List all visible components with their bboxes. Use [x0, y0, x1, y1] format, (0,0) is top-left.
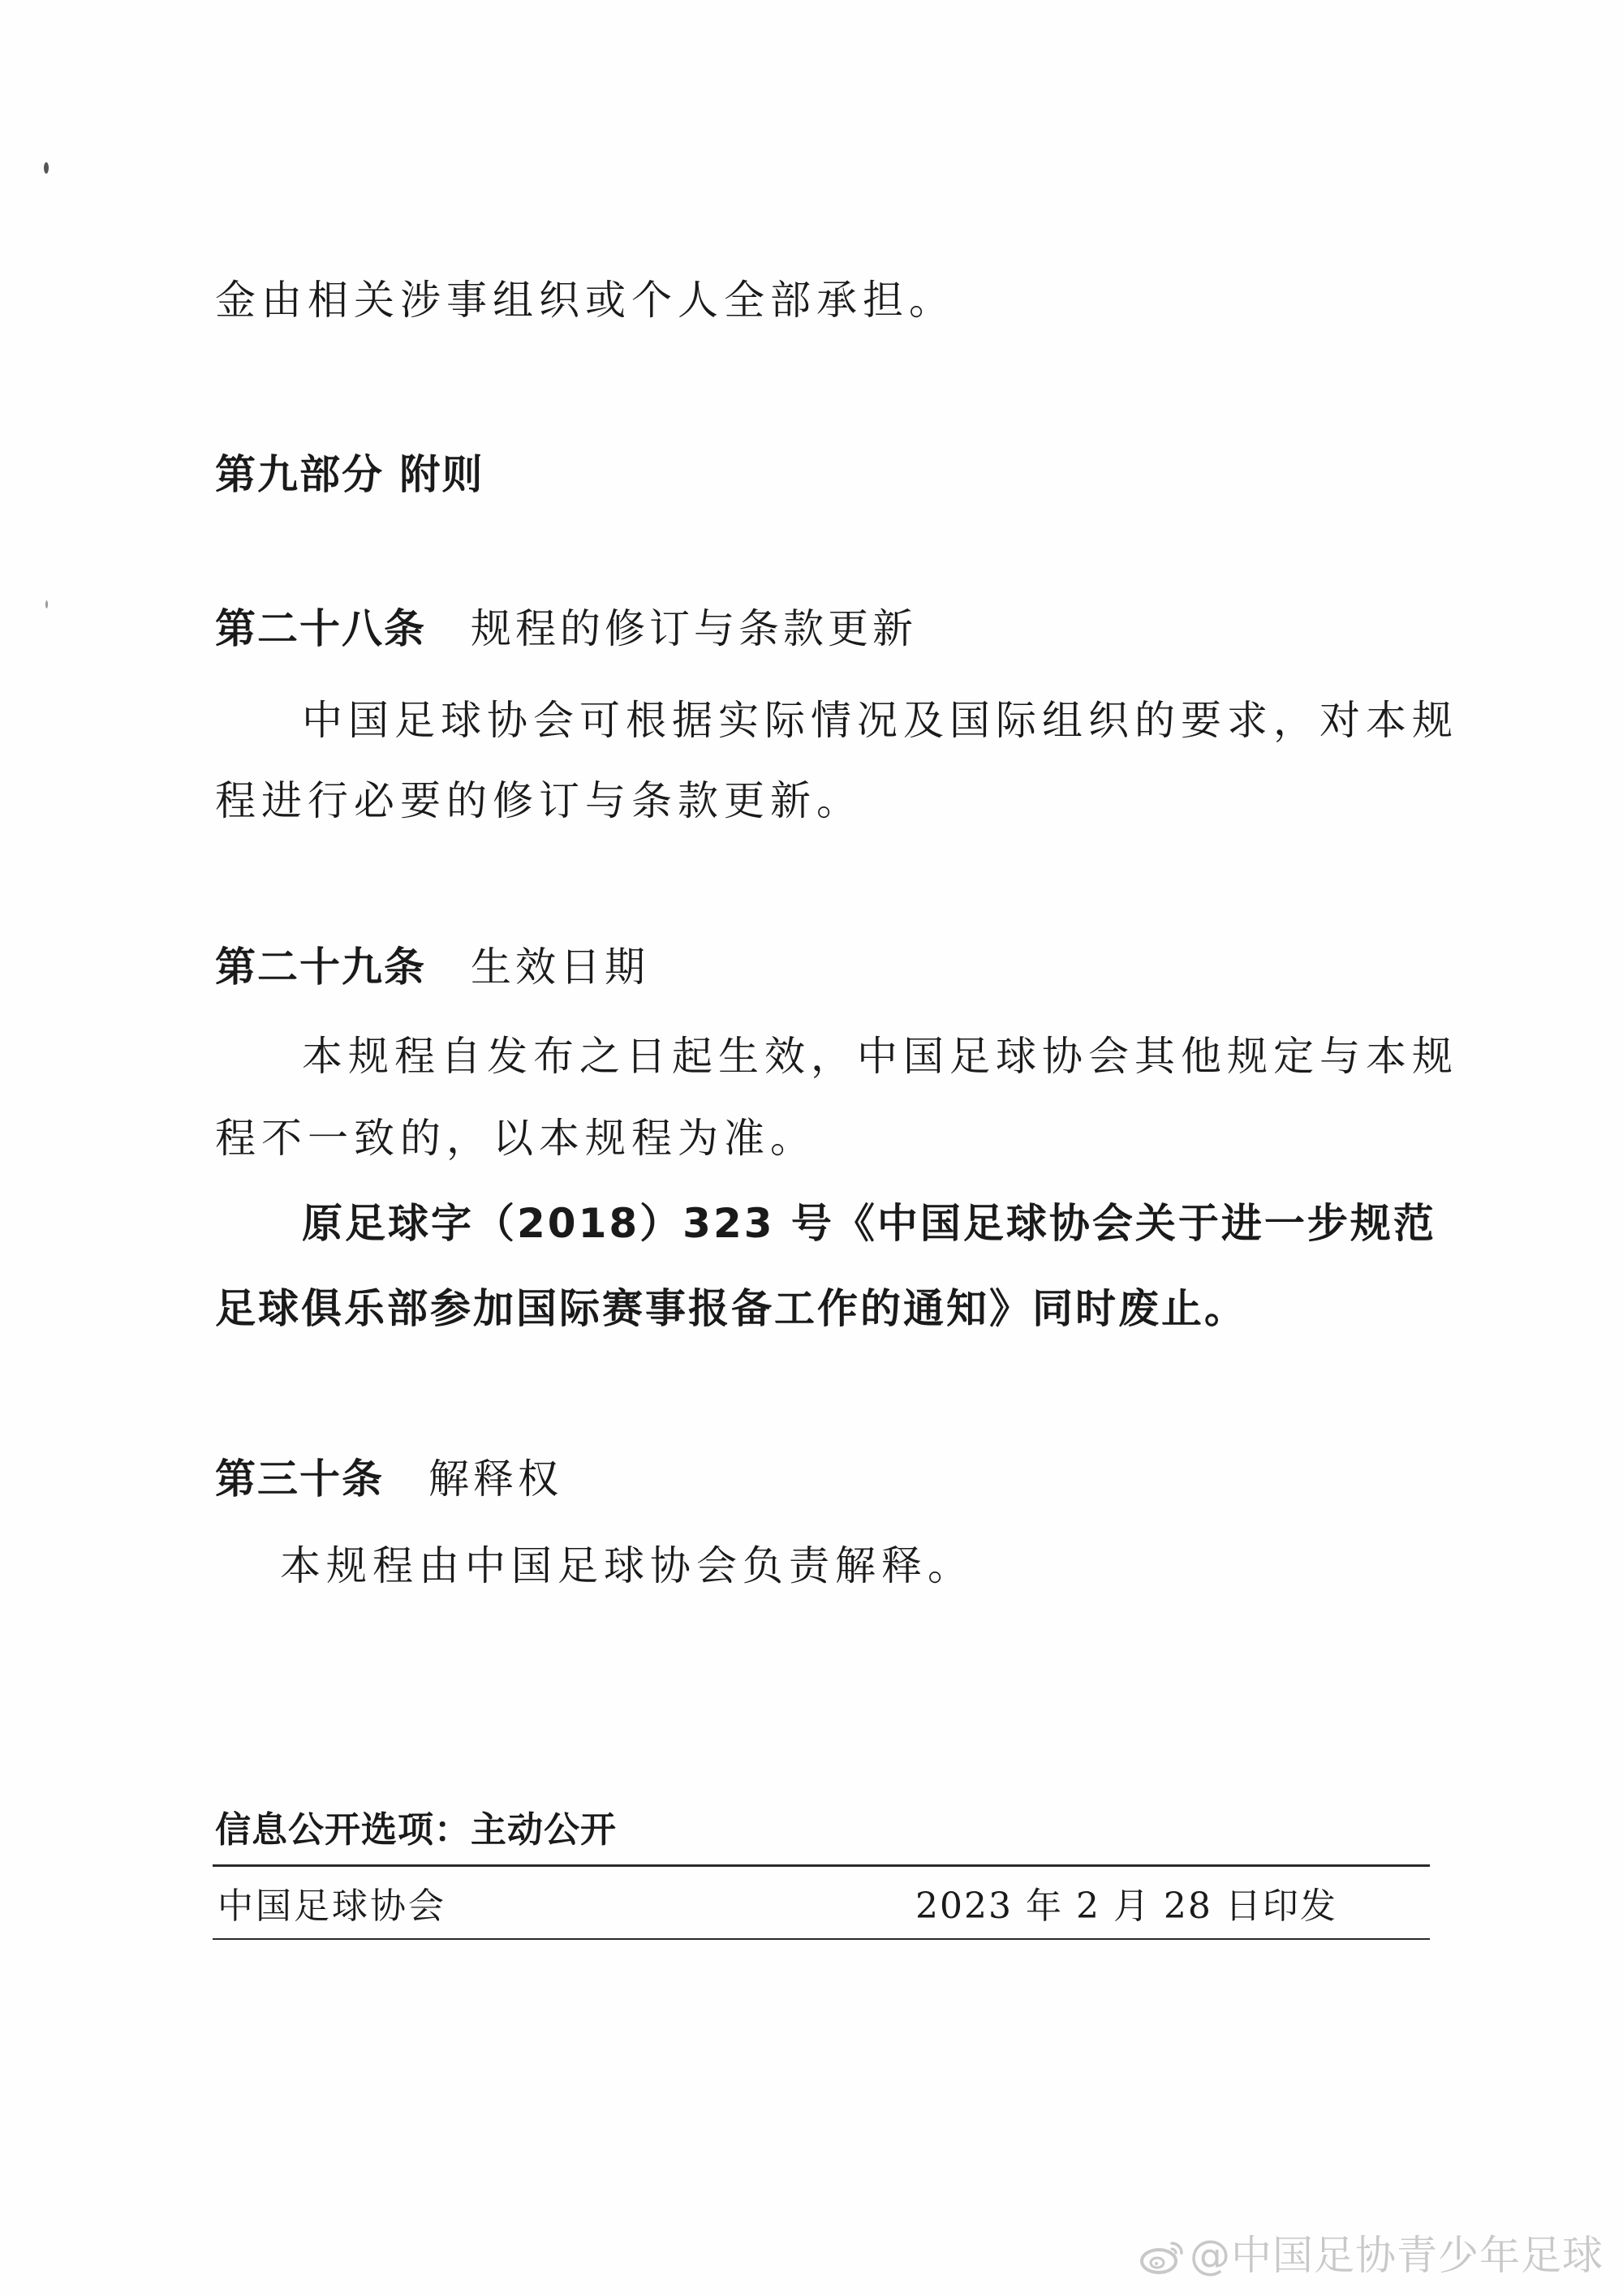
article-30-subject: 解释权: [428, 1455, 562, 1503]
article-28-para-line2: 程进行必要的修订与条款更新。: [215, 777, 863, 824]
issuer-name: 中国足球协会: [217, 1885, 446, 1927]
article-29-bold-line2: 足球俱乐部参加国际赛事报备工作的通知》同时废止。: [215, 1285, 1247, 1332]
article-29-bold-line1: 原足球字（2018）323 号《中国足球协会关于进一步规范: [302, 1200, 1436, 1247]
article-28-para-line1: 中国足球协会可根据实际情况及国际组织的要求，对本规: [302, 697, 1458, 744]
issue-date: 2023 年 2 月 28 日印发: [915, 1885, 1337, 1927]
watermark: [1139, 2223, 1604, 2281]
article-29-heading: [215, 943, 649, 991]
article-29-para-line1: 本规程自发布之日起生效，中国足球协会其他规定与本规: [302, 1033, 1458, 1080]
scan-speck: [45, 600, 48, 608]
disclosure-option: 信息公开选项：主动公开: [215, 1809, 617, 1851]
scan-speck: [44, 162, 49, 174]
article-28-heading: [215, 604, 917, 653]
article-30-heading: [215, 1455, 562, 1503]
article-28-subject: 规程的修订与条款更新: [471, 605, 917, 652]
continuation-line: 金由相关涉事组织或个人全部承担。: [215, 277, 955, 324]
footer-bottom-rule: [213, 1938, 1430, 1940]
part-heading: 第九部分 附则: [215, 451, 484, 498]
article-28-number: 第二十八条: [215, 605, 426, 652]
article-29-number: 第二十九条: [215, 944, 426, 991]
watermark-text: @中国足协青少年足球: [1190, 2232, 1604, 2279]
footer-top-rule: [213, 1864, 1430, 1867]
article-30-para-line1: 本规程由中国足球协会负责解释。: [280, 1542, 974, 1589]
article-30-number: 第三十条: [215, 1455, 384, 1503]
article-29-para-line2: 程不一致的，以本规程为准。: [215, 1115, 816, 1162]
weibo-icon: [1139, 2238, 1185, 2274]
article-29-subject: 生效日期: [471, 944, 649, 991]
